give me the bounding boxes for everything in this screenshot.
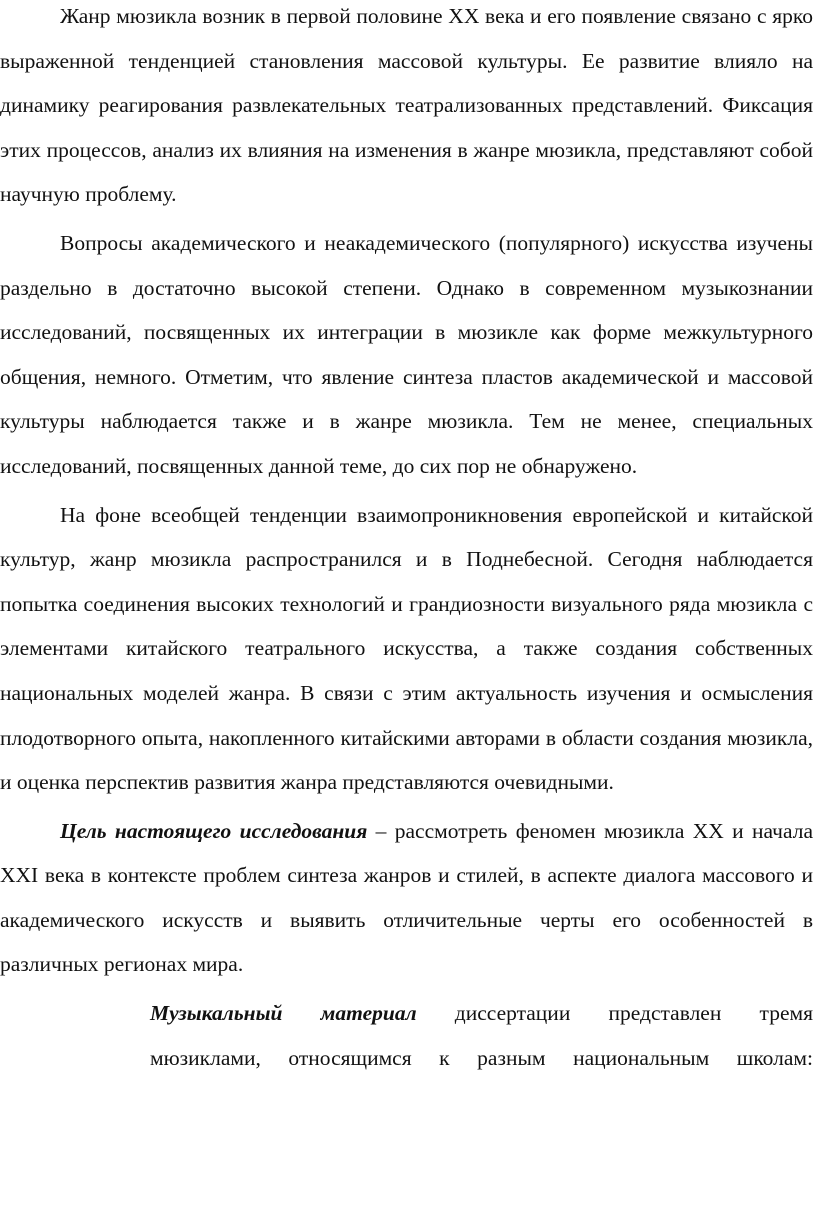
paragraph-academic-popular-art: Вопросы академического и неакадемического (популярного) искусства изучены раздельно в достаточно высокой степени. Однако в современном музыкознании исследований, посвященных их интеграции в мюзикле как форме межкультурного общения, немного. Отметим, что явление синтеза пластов академической и массовой культуры наблюдается также и в жанре мюзикла. Тем не менее, специальных исследований, посвященных данной теме, до сих пор не обнаружено. [0, 230, 813, 478]
musical-material-text-2: мюзиклами, относящимся к разным национальным школам: [150, 1045, 813, 1070]
research-goal-label: Цель настоящего исследования [60, 818, 368, 843]
musical-material-line-2 [150, 1036, 813, 1081]
paragraph-musical-material [0, 991, 813, 1080]
research-goal-text: – рассмотреть феномен мюзикла XX и начала XXI века в контексте проблем синтеза жанров и стилей, в аспекте диалога массового и академического искусств и выявить отличительные черты его особенностей в различных регионах мира. [0, 818, 813, 977]
paragraph-research-goal [0, 809, 813, 987]
musical-material-line-1 [150, 991, 813, 1036]
musical-material-label: Музыкальный материал [150, 1001, 417, 1026]
musical-material-text-1: диссертации представлен тремя [416, 1001, 813, 1026]
paragraph-chinese-musical: На фоне всеобщей тенденции взаимопроникновения европейской и китайской культур, жанр мюзикла распространился и в Поднебесной. Сегодня наблюдается попытка соединения высоких технологий и грандиозности визуального ряда мюзикла с элементами китайского театрального искусства, а также создания собственных национальных моделей жанра. В связи с этим актуальность изучения и осмысления плодотворного опыта, накопленного китайскими авторами в области создания мюзикла, и оценка перспектив развития жанра представляются очевидными. [0, 502, 813, 795]
paragraph-musical-genre-origin: Жанр мюзикла возник в первой половине XX века и его появление связано с ярко выраженной тенденцией становления массовой культуры. Ее развитие влияло на динамику реагирования развлекательных театрализованных представлений. Фиксация этих процессов, анализ их влияния на изменения в жанре мюзикла, представляют собой научную проблему. [0, 4, 813, 207]
